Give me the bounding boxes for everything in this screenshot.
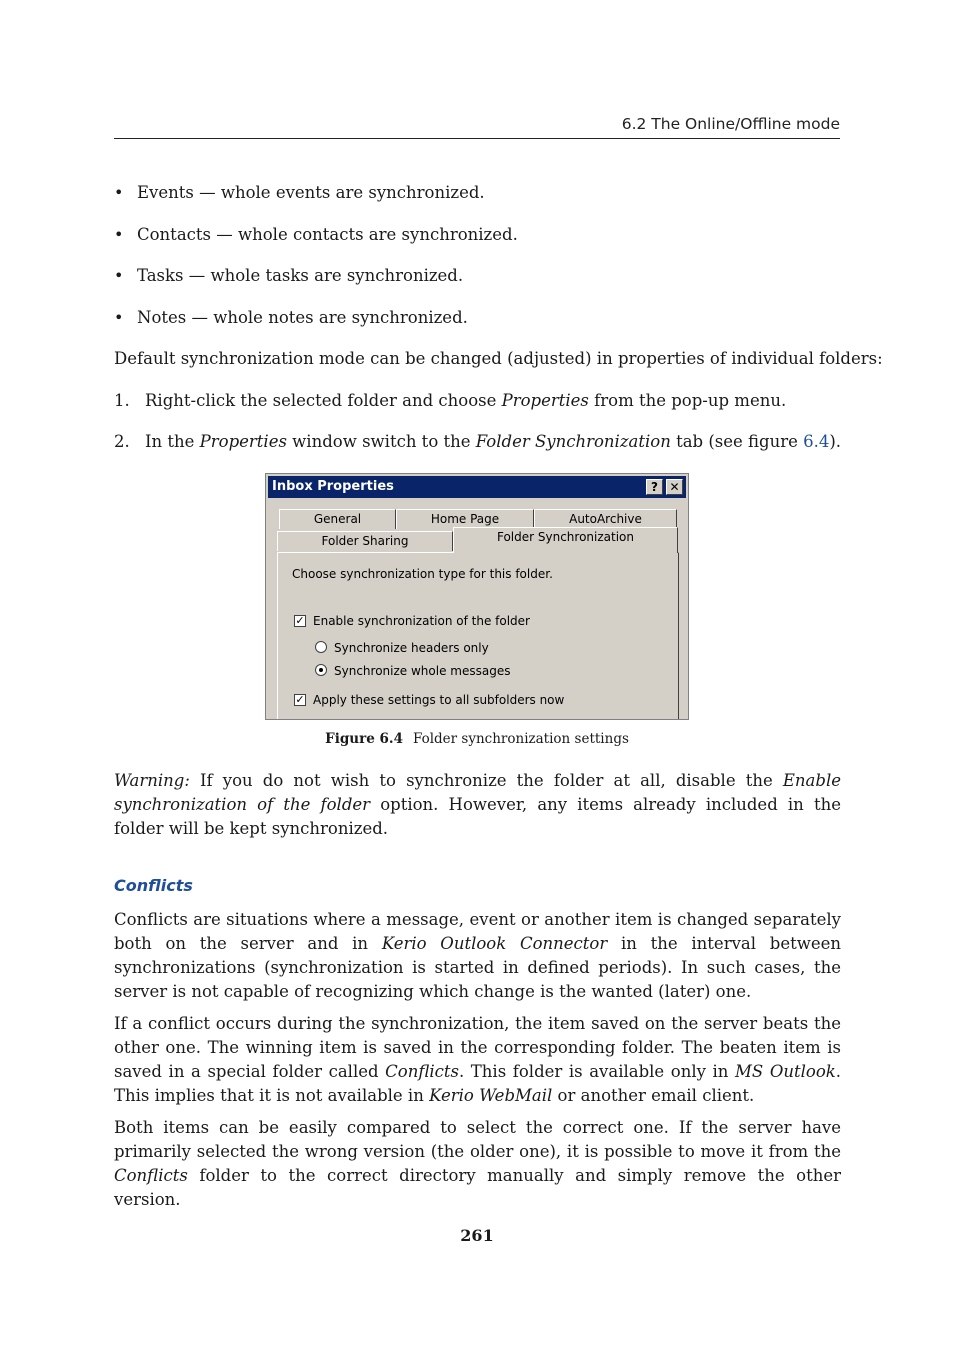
step-text: Right-click the selected folder and choose Properties from the pop-up menu.: [145, 391, 787, 410]
sync-whole-radio[interactable]: [315, 664, 327, 676]
running-header: [114, 114, 840, 139]
tab-folder-sharing[interactable]: Folder Sharing: [277, 531, 453, 551]
paragraph: If a conflict occurs during the synchronization, the item saved on the server beats the other one. The winning item is saved in the corresponding folder. The beaten item is saved in a special folder called Conflicts. This folder is available only in MS Outlook. This implies that it is not available in Kerio WebMail or another email client.: [114, 1014, 841, 1105]
figure-caption-text: Folder synchronization settings: [412, 731, 629, 747]
inbox-properties-dialog: [265, 473, 689, 720]
section-title: 6.2 The Online/Offline mode: [621, 115, 840, 133]
sync-type-prompt: Choose synchronization type for this folder.: [292, 567, 553, 581]
paragraph: Conflicts are situations where a message, event or another item is changed separately both on the server and in Kerio Outlook Connector in the interval between synchronizations (synchronization is started in defined periods). In such cases, the server is not capable of recognizing which change is the wanted (later) one.: [114, 910, 841, 1001]
tab-general[interactable]: General: [279, 509, 396, 529]
paragraph: Both items can be easily compared to select the correct one. If the server have primarily selected the wrong version (the older one), it is possible to move it from the Conflicts folder to the correct directory manually and simply remove the other version.: [114, 1118, 841, 1209]
help-button[interactable]: ?: [646, 479, 663, 495]
list-item: Tasks — whole tasks are synchronized.: [137, 266, 464, 285]
figure-label: Figure 6.4: [325, 731, 403, 747]
step-number: 1.: [114, 391, 130, 410]
dialog-title: Inbox Properties: [272, 479, 394, 494]
radio-selected-dot: [319, 668, 323, 672]
bullet-glyph: •: [114, 266, 124, 285]
intro-paragraph: Default synchronization mode can be changed (adjusted) in properties of individual folders:: [114, 349, 883, 368]
sync-headers-label: Synchronize headers only: [334, 641, 489, 655]
bullet-glyph: •: [114, 308, 124, 327]
figure-caption: [114, 731, 840, 747]
step-number: 2.: [114, 432, 130, 451]
bullet-glyph: •: [114, 225, 124, 244]
section-heading: Conflicts: [114, 876, 193, 895]
apply-subfolders-label: Apply these settings to all subfolders now: [313, 693, 565, 707]
sync-headers-radio[interactable]: [315, 641, 327, 653]
tab-home-page[interactable]: Home Page: [396, 509, 534, 529]
warning-paragraph: Warning: If you do not wish to synchronize the folder at all, disable the Enable synchronization of the folder option. However, any items already included in the folder will be kept synchronized.: [114, 771, 841, 838]
close-button[interactable]: ✕: [666, 479, 683, 495]
dialog-titlebar: [268, 476, 686, 498]
figure-reference-link[interactable]: 6.4: [803, 432, 830, 451]
list-item: Contacts — whole contacts are synchronized.: [137, 225, 518, 244]
page-number: 261: [460, 1226, 494, 1245]
enable-sync-checkbox[interactable]: ✓: [295, 614, 305, 627]
bullet-glyph: •: [114, 183, 124, 202]
apply-subfolders-checkbox[interactable]: ✓: [295, 693, 305, 706]
tab-autoarchive[interactable]: AutoArchive: [534, 509, 677, 529]
list-item: Events — whole events are synchronized.: [137, 183, 485, 202]
enable-sync-label: Enable synchronization of the folder: [313, 614, 530, 628]
tab-folder-synchronization[interactable]: Folder Synchronization: [453, 527, 678, 553]
sync-whole-label: Synchronize whole messages: [334, 664, 511, 678]
list-item: Notes — whole notes are synchronized.: [137, 308, 468, 327]
step-text: In the Properties window switch to the Folder Synchronization tab (see figure 6.4).: [145, 432, 842, 451]
